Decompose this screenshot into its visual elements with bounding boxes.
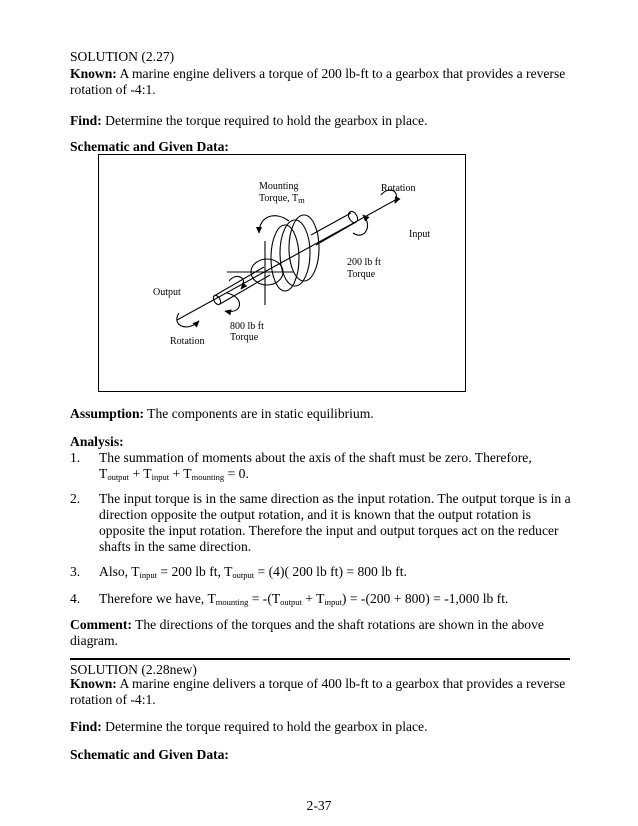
assumption-label: Assumption: <box>70 406 145 421</box>
item3-sub-input: input <box>139 570 158 580</box>
analysis-label: Analysis: <box>70 434 124 449</box>
item4-b: = -(T <box>248 591 281 606</box>
find-paragraph-2 <box>70 719 570 735</box>
eq1-plus2: + T <box>169 466 192 481</box>
input-shaft-bottom <box>316 222 356 245</box>
item-2-number: 2. <box>70 491 81 506</box>
item4-sub-output: output <box>280 597 302 607</box>
solution-heading-2-27: SOLUTION (2.27) <box>70 49 175 64</box>
item-3-number: 3. <box>70 564 81 579</box>
large-gear-front <box>271 225 299 291</box>
rotation-top-label: Rotation <box>381 183 416 194</box>
comment-label: Comment: <box>70 617 132 632</box>
item-1-line-1: The summation of moments about the axis of the shaft must be zero. Therefore, <box>99 450 532 465</box>
item4-sub-mounting: mounting <box>215 597 249 607</box>
comment-text: The directions of the torques and the shaft rotations are shown in the above diagram. <box>70 617 544 648</box>
eq1-t: T <box>99 466 108 481</box>
input-shaft-top <box>311 213 351 235</box>
item4-c: + T <box>301 591 325 606</box>
mounting-label-sub: m <box>298 195 305 205</box>
eq1-sub-input: input <box>151 472 170 482</box>
item-2-text: The input torque is in the same direction as the input rotation. The output torque is in a direction opposite the output rotation, and it is known that the output rotation is opposite the input rotation. Therefore the input and output torques act on the reducer shafts in the same direction. <box>99 491 571 554</box>
output-label: Output <box>153 287 181 298</box>
known-paragraph-2 <box>70 676 570 708</box>
eq1-sub-mounting: mounting <box>191 472 225 482</box>
item3-b: = 200 lb ft, T <box>157 564 233 579</box>
item4-a: Therefore we have, T <box>99 591 216 606</box>
item-4-text <box>99 591 571 607</box>
find-text: Determine the torque required to hold the gearbox in place. <box>101 113 428 128</box>
known-label: Known: <box>70 66 117 81</box>
torque-200-label-2: Torque <box>347 269 376 280</box>
find-label: Find: <box>70 113 102 128</box>
mounting-label-1: Mounting <box>259 181 299 192</box>
torque-800-label-2: Torque <box>230 332 259 343</box>
known-text-2: A marine engine delivers a torque of 400 lb-ft to a gearbox that provides a reverse rotation of -4:1. <box>70 676 566 707</box>
assumption-paragraph <box>70 406 570 422</box>
known-text: A marine engine delivers a torque of 200 lb-ft to a gearbox that provides a reverse rotation of -4:1. <box>70 66 566 97</box>
mounting-label-2 <box>259 193 305 205</box>
item3-sub-output: output <box>232 570 255 580</box>
output-shaft-bottom <box>220 275 270 304</box>
schematic-label-2: Schematic and Given Data: <box>70 747 229 762</box>
item4-sub-input: input <box>324 597 342 607</box>
input-label: Input <box>409 229 431 240</box>
comment-paragraph <box>70 617 570 649</box>
large-gear-mid <box>280 220 310 286</box>
eq1-sub-output: output <box>107 472 130 482</box>
assumption-text: The components are in static equilibrium. <box>144 406 374 421</box>
find-label-2: Find: <box>70 719 102 734</box>
torque-800-label-1: 800 lb ft <box>230 321 264 332</box>
large-gear-back <box>289 215 319 281</box>
page-number: 2-37 <box>306 798 332 813</box>
item-3-text <box>99 564 571 580</box>
find-text-2: Determine the torque required to hold the gearbox in place. <box>101 719 428 734</box>
input-shaft-end <box>347 210 360 224</box>
output-torque-arrow <box>225 293 240 312</box>
item-1-equation <box>99 466 571 482</box>
rotation-bottom-label: Rotation <box>170 336 205 347</box>
torque-200-label-1: 200 lb ft <box>347 257 381 268</box>
gearbox-schematic-figure <box>98 154 466 392</box>
schematic-label: Schematic and Given Data: <box>70 139 229 154</box>
item3-c: = (4)( 200 lb ft) = 800 lb ft. <box>254 564 407 579</box>
item-1-number: 1. <box>70 450 81 465</box>
item3-a: Also, T <box>99 564 140 579</box>
eq1-plus: + T <box>129 466 152 481</box>
mounting-label-2-text: Torque, T <box>259 193 299 204</box>
bottom-rotation-arrow <box>177 313 199 327</box>
item-4-number: 4. <box>70 591 81 606</box>
section-divider <box>70 658 570 660</box>
item4-d: ) = -(200 + 800) = -1,000 lb ft. <box>341 591 509 606</box>
eq1-equals: = 0. <box>224 466 249 481</box>
known-paragraph <box>70 66 570 98</box>
solution-heading-2-28: SOLUTION (2.28new) <box>70 662 197 677</box>
input-torque-arrow <box>353 215 368 235</box>
known-label-2: Known: <box>70 676 117 691</box>
find-paragraph <box>70 113 570 129</box>
